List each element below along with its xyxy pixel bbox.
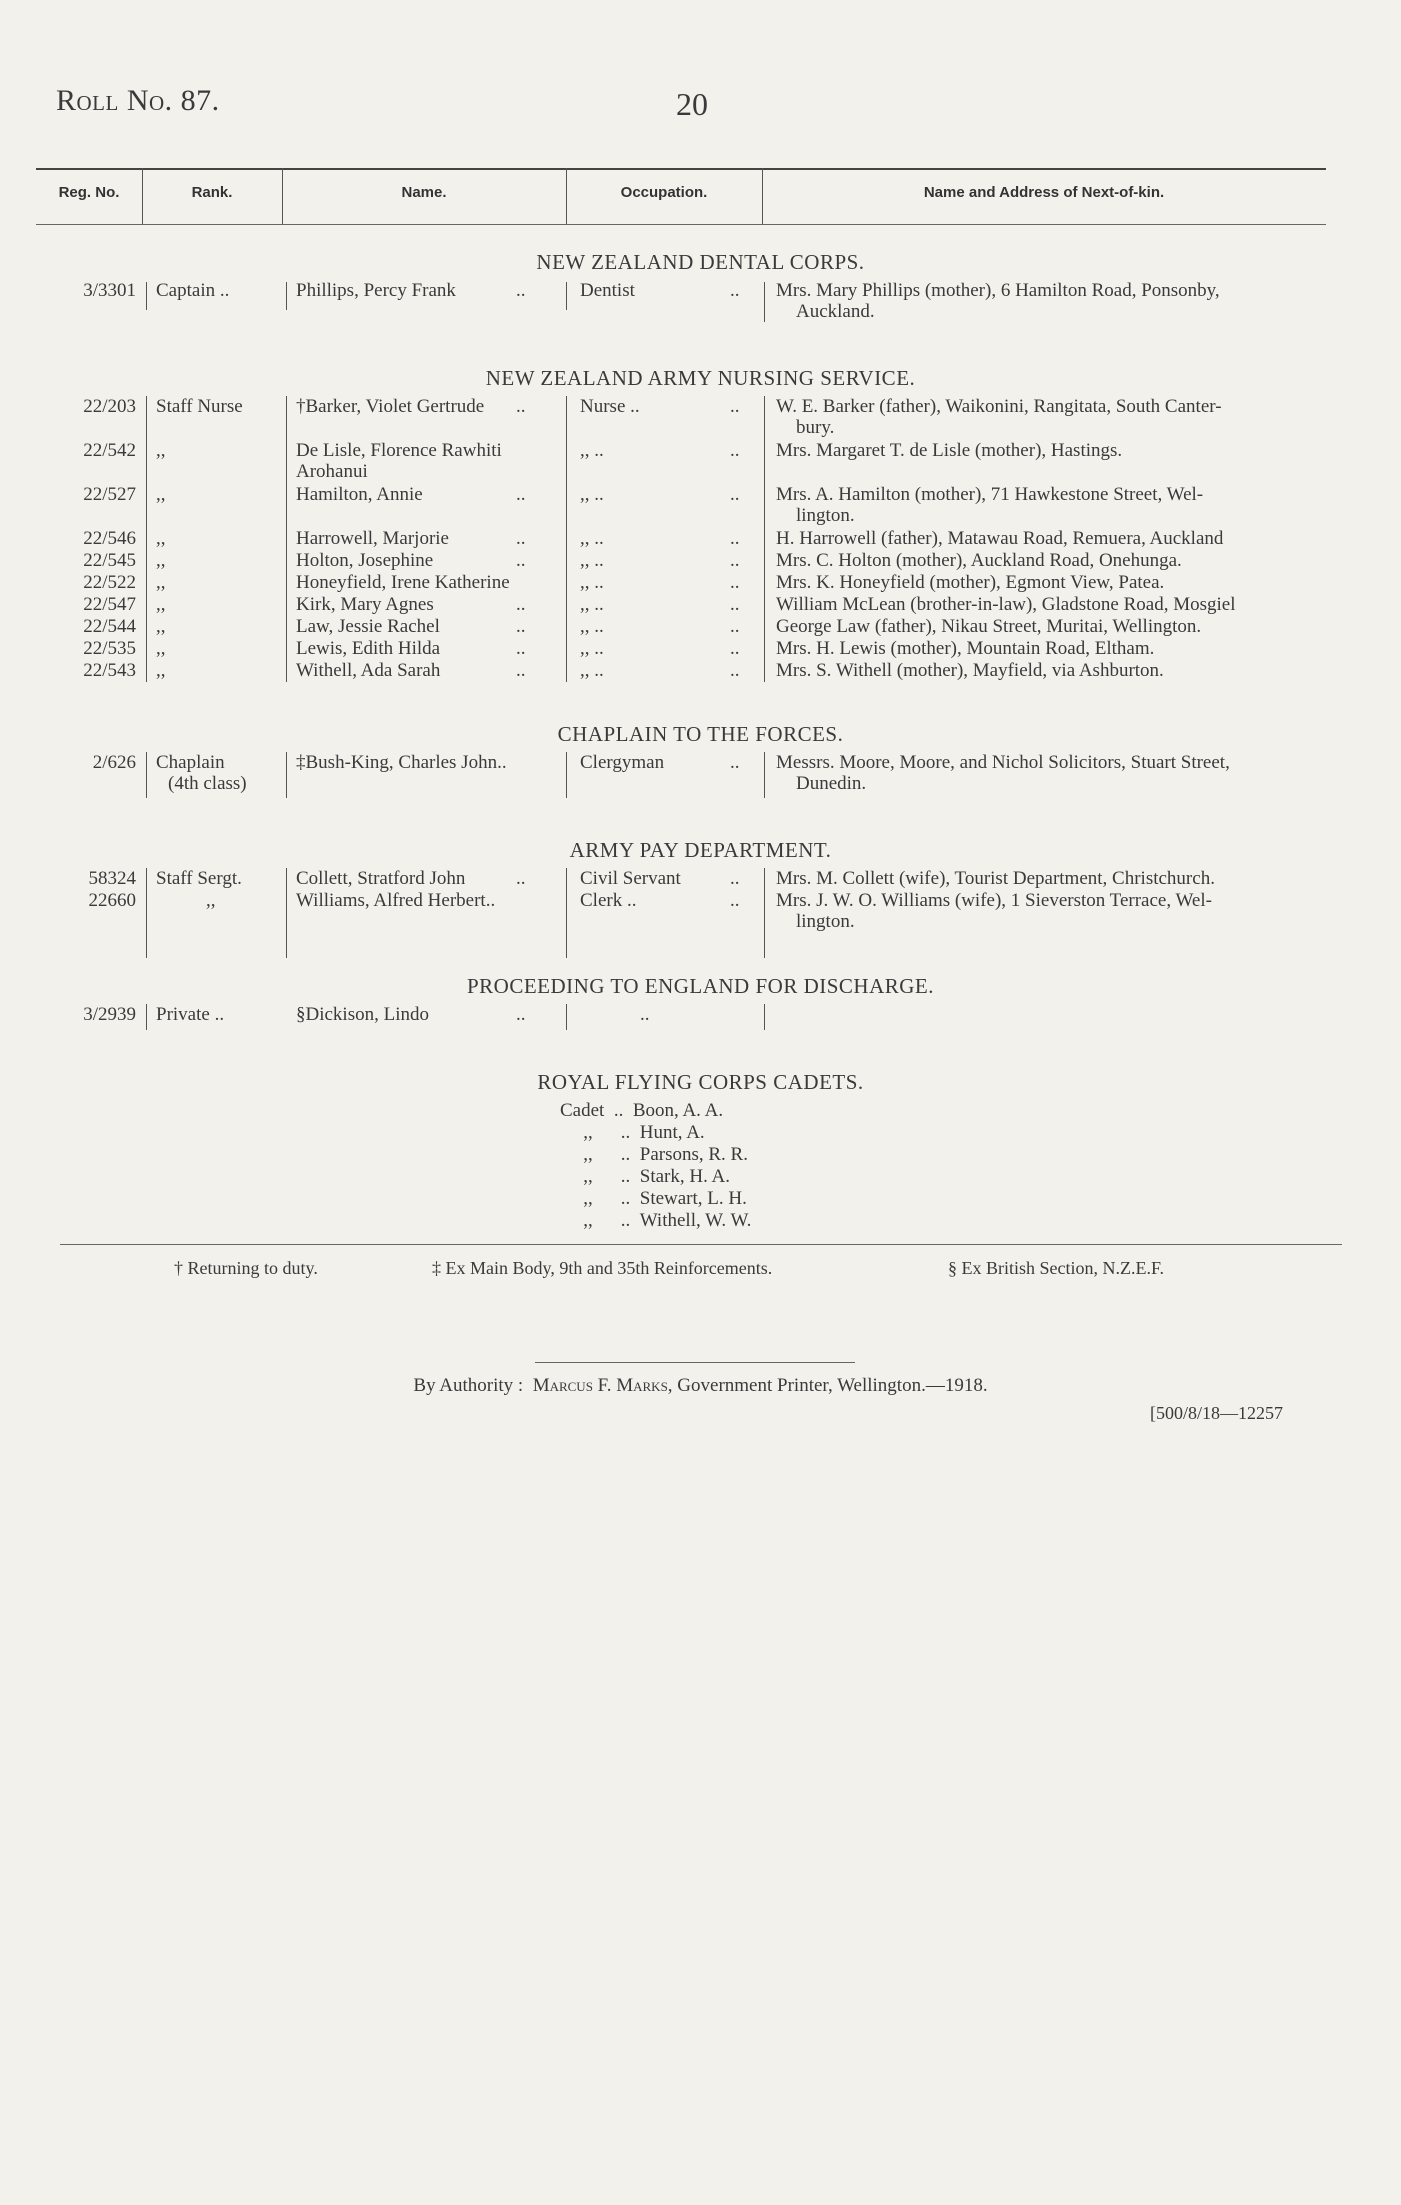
reg-no: 22/542 — [83, 440, 136, 461]
reg-no: 22660 — [88, 890, 136, 911]
next-of-kin: William McLean (brother-in-law), Gladstone Road, Mosgiel — [776, 594, 1236, 615]
rank: Staff Sergt. — [156, 868, 242, 889]
leader-dots: .. — [730, 484, 740, 505]
name: Lewis, Edith Hilda — [296, 638, 441, 659]
col-divider — [764, 282, 765, 322]
rank: ,, — [156, 572, 166, 593]
occupation: Clergyman — [580, 752, 665, 773]
name: Williams, Alfred Herbert.. — [296, 890, 496, 911]
name: Hamilton, Annie — [296, 484, 423, 505]
occupation: Civil Servant — [580, 868, 681, 889]
section-title-pay: ARMY PAY DEPARTMENT. — [569, 838, 832, 862]
reg-no: 22/535 — [83, 638, 136, 659]
col-divider — [566, 1004, 567, 1030]
leader-dots: .. — [730, 616, 740, 637]
occupation: ,, .. — [580, 660, 604, 681]
reg-no: 22/522 — [83, 572, 136, 593]
occupation: Clerk .. — [580, 890, 637, 911]
leader-dots: .. — [516, 1004, 526, 1025]
section-title-nursing: NEW ZEALAND ARMY NURSING SERVICE. — [485, 366, 916, 390]
leader-dots: .. — [516, 550, 526, 571]
cadet-row: ,, .. Parsons, R. R. — [583, 1144, 748, 1165]
next-of-kin: W. E. Barker (father), Waikonini, Rangitata, South Canter- bury. — [776, 396, 1222, 438]
reg-no: 3/3301 — [83, 280, 136, 301]
leader-dots: .. — [516, 484, 526, 505]
rank: ,, — [156, 550, 166, 571]
print-code: [500/8/18—12257 — [1150, 1403, 1283, 1423]
next-of-kin: Mrs. A. Hamilton (mother), 71 Hawkestone Street, Wel- lington. — [776, 484, 1204, 526]
leader-dots: .. — [516, 660, 526, 681]
footnote-dagger: † Returning to duty. — [174, 1258, 318, 1278]
leader-dots: .. — [730, 660, 740, 681]
col-divider — [286, 868, 287, 958]
next-of-kin: Mrs. J. W. O. Williams (wife), 1 Sieverston Terrace, Wel- lington. — [776, 890, 1212, 932]
col-divider — [146, 868, 147, 958]
col-divider — [566, 752, 567, 798]
leader-dots: .. — [516, 280, 526, 301]
col-rank: Rank. — [191, 184, 233, 201]
reg-no: 22/545 — [83, 550, 136, 571]
name: Collett, Stratford John — [296, 868, 466, 889]
name: Kirk, Mary Agnes — [296, 594, 434, 615]
leader-dots: .. — [516, 594, 526, 615]
reg-no: 22/203 — [83, 396, 136, 417]
name: §Dickison, Lindo — [296, 1004, 429, 1025]
imprint: By Authority : Marcus F. Marks, Government Printer, Wellington.—1918. — [413, 1375, 988, 1396]
cadet-row: Cadet .. Boon, A. A. — [560, 1100, 724, 1121]
cadet-row: ,, .. Stewart, L. H. — [583, 1188, 747, 1209]
leader-dots: .. — [730, 890, 740, 911]
roll-number: Roll No. 87. — [56, 84, 220, 117]
next-of-kin: Mrs. M. Collett (wife), Tourist Department, Christchurch. — [776, 868, 1215, 889]
leader-dots: .. — [516, 616, 526, 637]
next-of-kin: Mrs. K. Honeyfield (mother), Egmont View, Patea. — [776, 572, 1165, 593]
cadet-row: ,, .. Withell, W. W. — [583, 1210, 752, 1231]
rank: ,, — [156, 440, 166, 461]
imprint-rule — [535, 1362, 855, 1363]
footnote-rule — [60, 1244, 1342, 1245]
name: Harrowell, Marjorie — [296, 528, 449, 549]
leader-dots: .. — [730, 396, 740, 417]
name: Withell, Ada Sarah — [296, 660, 441, 681]
section-title-chaplain: CHAPLAIN TO THE FORCES. — [557, 722, 844, 746]
col-divider — [286, 282, 287, 310]
name: ‡Bush-King, Charles John.. — [296, 752, 507, 773]
occupation: Nurse .. — [580, 396, 640, 417]
name: †Barker, Violet Gertrude — [296, 396, 485, 417]
occupation: ,, .. — [580, 440, 604, 461]
col-divider — [764, 868, 765, 958]
next-of-kin: Mrs. H. Lewis (mother), Mountain Road, Eltham. — [776, 638, 1155, 659]
next-of-kin: Mrs. C. Holton (mother), Auckland Road, Onehunga. — [776, 550, 1182, 571]
rank: Private .. — [156, 1004, 225, 1025]
leader-dots: .. — [516, 528, 526, 549]
leader-dots: .. — [730, 594, 740, 615]
col-occupation: Occupation. — [620, 184, 708, 201]
occupation: ,, .. — [580, 594, 604, 615]
leader-dots: .. — [730, 638, 740, 659]
page-number: 20 — [676, 86, 708, 122]
reg-no: 22/547 — [83, 594, 136, 615]
leader-dots: .. — [730, 440, 740, 461]
rank: Staff Nurse — [156, 396, 243, 417]
leader-dots: .. — [516, 396, 526, 417]
next-of-kin: Mrs. Margaret T. de Lisle (mother), Hastings. — [776, 440, 1123, 461]
name: Law, Jessie Rachel — [296, 616, 440, 637]
col-divider — [146, 1004, 147, 1030]
reg-no: 58324 — [88, 868, 136, 889]
header-bottom-rule — [36, 224, 1326, 225]
rank: ,, — [156, 638, 166, 659]
section-title-flying: ROYAL FLYING CORPS CADETS. — [537, 1070, 864, 1094]
col-divider — [146, 396, 147, 682]
footnote-section: § Ex British Section, N.Z.E.F. — [948, 1258, 1165, 1278]
next-of-kin: Messrs. Moore, Moore, and Nichol Solicitors, Stuart Street, Dunedin. — [776, 752, 1230, 794]
leader-dots: .. — [730, 528, 740, 549]
header-top-rule — [36, 168, 1326, 170]
rank: ,, — [156, 616, 166, 637]
occupation: .. — [640, 1004, 650, 1025]
cadet-row: ,, .. Stark, H. A. — [583, 1166, 730, 1187]
col-divider — [146, 752, 147, 798]
col-divider — [764, 396, 765, 682]
col-next-of-kin: Name and Address of Next-of-kin. — [923, 184, 1165, 201]
leader-dots: .. — [730, 868, 740, 889]
occupation: ,, .. — [580, 616, 604, 637]
reg-no: 22/546 — [83, 528, 136, 549]
rank: Captain .. — [156, 280, 230, 301]
leader-dots: .. — [730, 280, 740, 301]
rank: ,, — [156, 594, 166, 615]
next-of-kin: George Law (father), Nikau Street, Muritai, Wellington. — [776, 616, 1202, 637]
reg-no: 22/544 — [83, 616, 136, 637]
rank: ,, — [156, 484, 166, 505]
leader-dots: .. — [516, 638, 526, 659]
section-title-dental: NEW ZEALAND DENTAL CORPS. — [536, 250, 865, 274]
occupation: ,, .. — [580, 484, 604, 505]
section-title-discharge: PROCEEDING TO ENGLAND FOR DISCHARGE. — [467, 974, 934, 998]
occupation: ,, .. — [580, 528, 604, 549]
rank: ,, — [156, 528, 166, 549]
reg-no: 3/2939 — [83, 1004, 136, 1025]
occupation: ,, .. — [580, 550, 604, 571]
next-of-kin: Mrs. S. Withell (mother), Mayfield, via Ashburton. — [776, 660, 1164, 681]
name: Honeyfield, Irene Katherine — [296, 572, 510, 593]
leader-dots: .. — [730, 752, 740, 773]
col-divider — [566, 868, 567, 958]
col-name: Name. — [401, 184, 447, 201]
col-divider — [566, 282, 567, 310]
reg-no: 2/626 — [92, 752, 136, 773]
occupation: Dentist — [580, 280, 635, 301]
col-divider — [286, 752, 287, 798]
name: De Lisle, Florence Rawhiti Arohanui — [296, 440, 502, 482]
col-divider — [286, 396, 287, 682]
name: Holton, Josephine — [296, 550, 434, 571]
rank: ,, — [156, 660, 166, 681]
name: Phillips, Percy Frank — [296, 280, 456, 301]
col-divider — [764, 752, 765, 798]
occupation: ,, .. — [580, 638, 604, 659]
footnote-ddagger: ‡ Ex Main Body, 9th and 35th Reinforcements. — [432, 1258, 773, 1278]
rank: Chaplain (4th class) — [156, 752, 247, 794]
col-reg-no: Reg. No. — [58, 184, 120, 201]
leader-dots: .. — [516, 868, 526, 889]
next-of-kin: H. Harrowell (father), Matawau Road, Remuera, Auckland — [776, 528, 1224, 549]
next-of-kin: Mrs. Mary Phillips (mother), 6 Hamilton Road, Ponsonby, Auckland. — [776, 280, 1220, 322]
col-divider — [566, 396, 567, 682]
col-divider — [764, 1004, 765, 1030]
leader-dots: .. — [730, 572, 740, 593]
leader-dots: .. — [730, 550, 740, 571]
reg-no: 22/527 — [83, 484, 136, 505]
reg-no: 22/543 — [83, 660, 136, 681]
occupation: ,, .. — [580, 572, 604, 593]
col-divider — [146, 282, 147, 310]
cadet-row: ,, .. Hunt, A. — [583, 1122, 705, 1143]
rank: ,, — [206, 890, 216, 911]
